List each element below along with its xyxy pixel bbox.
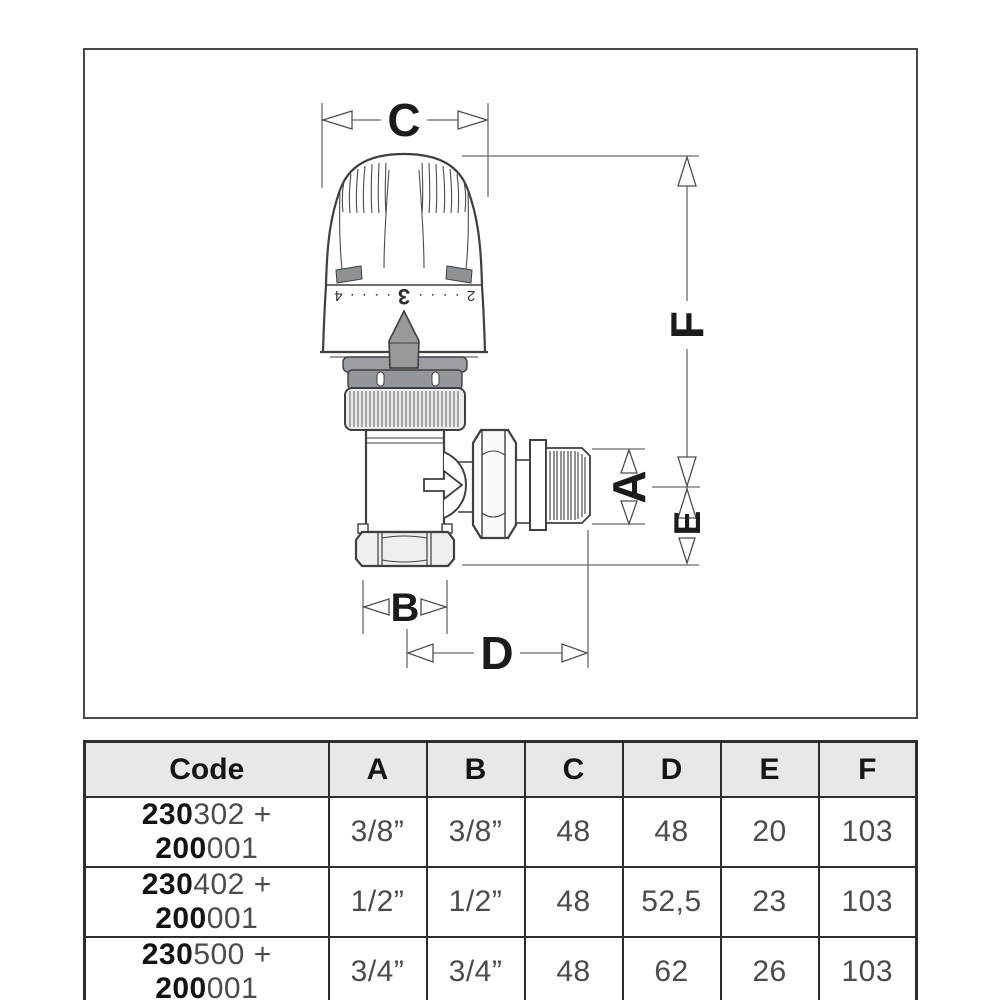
value-f: 103	[819, 937, 917, 1000]
dial-scale-right: 2 · · · ·	[416, 287, 476, 304]
dim-label-b: B	[390, 586, 420, 630]
value-c: 48	[525, 937, 623, 1000]
value-b: 3/8”	[427, 797, 525, 867]
code-size: 001	[206, 902, 259, 935]
code-size: 302	[193, 798, 245, 831]
header-code: Code	[85, 742, 329, 798]
tailpiece-nut	[356, 532, 454, 566]
dim-label-e: E	[667, 510, 708, 536]
table-header-row	[85, 742, 917, 798]
adapter-collar-lower	[348, 370, 462, 389]
code-cell	[85, 937, 329, 1000]
dim-label-f: F	[661, 310, 713, 340]
drawing-frame	[84, 49, 917, 718]
dim-label-d: D	[480, 627, 514, 679]
value-d: 52,5	[623, 867, 721, 937]
knurled-ring[interactable]	[345, 388, 465, 430]
value-a: 3/8”	[329, 797, 427, 867]
header-f: F	[819, 742, 917, 798]
code-series: 200	[155, 902, 207, 935]
value-e: 26	[721, 937, 819, 1000]
collar-slot-right	[432, 372, 439, 386]
code-series: 230	[141, 798, 194, 831]
code-size: 001	[206, 972, 259, 1000]
dimension-spec-table	[83, 740, 918, 1000]
value-d: 62	[623, 937, 721, 1000]
value-a: 3/4”	[329, 937, 427, 1000]
value-f: 103	[819, 797, 917, 867]
table-row	[85, 867, 917, 937]
value-b: 1/2”	[427, 867, 525, 937]
dial-scale-left: · · · · 4	[332, 287, 392, 304]
code-size: 500	[193, 938, 245, 971]
value-d: 48	[623, 797, 721, 867]
value-c: 48	[525, 867, 623, 937]
thread-flange	[530, 440, 546, 530]
header-a: A	[329, 742, 427, 798]
code-series: 200	[155, 972, 207, 1000]
code-separator: +	[244, 798, 272, 831]
code-series: 200	[155, 832, 207, 865]
code-cell	[85, 867, 329, 937]
header-b: B	[427, 742, 525, 798]
table-row	[85, 797, 917, 867]
dim-label-c: C	[387, 94, 421, 146]
code-separator: +	[244, 938, 272, 971]
value-c: 48	[525, 797, 623, 867]
union-nut	[473, 430, 516, 538]
code-size: 001	[206, 832, 259, 865]
header-d: D	[623, 742, 721, 798]
collar-slot-left	[377, 372, 384, 386]
code-size: 402	[193, 868, 245, 901]
tail-step	[516, 460, 530, 523]
value-a: 1/2”	[329, 867, 427, 937]
table-row	[85, 937, 917, 1000]
value-e: 20	[721, 797, 819, 867]
code-series: 230	[141, 868, 194, 901]
code-cell	[85, 797, 329, 867]
dim-label-a: A	[603, 470, 655, 504]
dial-scale-center: 3	[397, 284, 411, 309]
value-e: 23	[721, 867, 819, 937]
header-c: C	[525, 742, 623, 798]
code-series: 230	[141, 938, 194, 971]
code-separator: +	[244, 868, 272, 901]
header-e: E	[721, 742, 819, 798]
value-f: 103	[819, 867, 917, 937]
value-b: 3/4”	[427, 937, 525, 1000]
